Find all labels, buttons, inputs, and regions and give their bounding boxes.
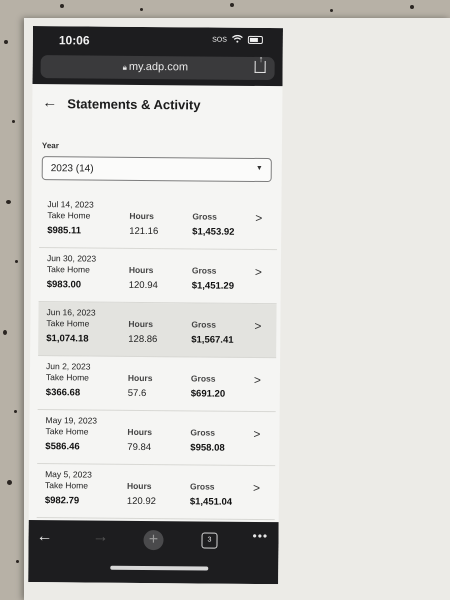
more-menu-icon[interactable]: ••• — [252, 528, 269, 544]
gross-amount: $1,567.41 — [191, 334, 234, 346]
hours-value: 120.92 — [126, 495, 156, 508]
gross-amount: $1,451.04 — [189, 496, 233, 508]
hours-label: Hours — [127, 426, 153, 438]
takehome-amount: $982.79 — [44, 495, 80, 507]
takehome-amount: $366.68 — [45, 387, 81, 399]
takehome-label: Take Home — [45, 426, 89, 437]
hours-value: 128.86 — [128, 333, 158, 346]
takehome-label: Take Home — [44, 480, 89, 491]
gross-amount: $1,453.92 — [192, 226, 235, 238]
hours-label: Hours — [128, 264, 154, 276]
statement-date: Jul 14, 2023 — [47, 199, 94, 210]
gross-label: Gross — [191, 319, 217, 330]
caret-down-icon: ▼ — [255, 164, 263, 173]
page-title: Statements & Activity — [67, 96, 201, 113]
page-header — [32, 94, 282, 122]
hours-value: 121.16 — [129, 225, 159, 238]
takehome-amount: $586.46 — [45, 441, 80, 453]
gross-amount: $1,451.29 — [191, 280, 235, 292]
hours-value: 120.94 — [128, 279, 158, 292]
hours-label: Hours — [126, 480, 152, 492]
year-select[interactable] — [42, 156, 272, 182]
gross-amount: $691.20 — [190, 388, 226, 400]
chevron-right-icon[interactable]: > — [254, 318, 262, 334]
gross-amount: $958.08 — [190, 442, 225, 454]
statement-row[interactable] — [38, 302, 276, 358]
status-icons — [212, 35, 263, 45]
new-tab-plus-icon[interactable]: + — [143, 530, 163, 550]
takehome-label: Take Home — [45, 372, 89, 383]
back-arrow-icon[interactable]: ← — [36, 528, 53, 546]
takehome-label: Take Home — [46, 318, 90, 329]
gross-label: Gross — [191, 265, 217, 276]
chevron-right-icon[interactable]: > — [255, 210, 263, 226]
battery-icon — [248, 36, 263, 44]
home-indicator — [110, 566, 208, 571]
statement-row[interactable] — [38, 356, 276, 412]
share-icon[interactable]: ↑ — [255, 61, 266, 73]
hours-value: 57.6 — [127, 387, 147, 400]
address-bar[interactable] — [41, 55, 275, 80]
statement-row[interactable] — [37, 464, 275, 520]
statements-list — [37, 194, 278, 520]
hours-label: Hours — [129, 210, 154, 222]
phone-screenshot — [28, 26, 283, 584]
sos-indicator: SOS — [212, 36, 227, 44]
forward-arrow-icon[interactable]: → — [92, 528, 109, 546]
chevron-right-icon[interactable]: > — [253, 372, 261, 388]
hours-label: Hours — [128, 318, 154, 330]
takehome-label: Take Home — [47, 210, 91, 221]
year-selected-value: 2023 (14) — [50, 163, 94, 175]
gross-label: Gross — [189, 481, 215, 492]
statement-date: May 5, 2023 — [45, 469, 92, 480]
url-text: my.adp.com — [128, 60, 189, 74]
takehome-amount: $1,074.18 — [46, 333, 89, 345]
browser-top-bar — [32, 26, 282, 86]
tabs-count-icon[interactable]: 3 — [201, 532, 217, 548]
arrow-left-icon[interactable]: ← — [42, 94, 58, 112]
takehome-label: Take Home — [46, 264, 90, 275]
year-label: Year — [41, 141, 59, 151]
hours-value: 79.84 — [127, 441, 152, 454]
chevron-right-icon[interactable]: > — [254, 264, 262, 280]
wifi-icon — [232, 35, 243, 45]
takehome-amount: $985.11 — [47, 225, 82, 237]
chevron-right-icon[interactable]: > — [253, 426, 261, 442]
takehome-amount: $983.00 — [46, 279, 82, 291]
statement-date: Jun 30, 2023 — [46, 253, 97, 264]
gross-label: Gross — [192, 211, 217, 222]
statement-date: Jun 2, 2023 — [45, 361, 91, 372]
statement-date: Jun 16, 2023 — [46, 307, 96, 318]
lock-icon: 🔒︎ — [122, 62, 127, 72]
statement-row[interactable] — [39, 194, 277, 250]
statement-date: May 19, 2023 — [45, 415, 98, 426]
browser-bottom-toolbar — [28, 520, 279, 584]
gross-label: Gross — [190, 373, 216, 384]
chevron-right-icon[interactable]: > — [252, 480, 261, 495]
hours-label: Hours — [127, 372, 153, 384]
statement-row[interactable] — [39, 248, 277, 304]
gross-label: Gross — [190, 427, 216, 438]
url-display — [123, 61, 188, 74]
status-time: 10:06 — [58, 33, 90, 48]
statement-row[interactable] — [37, 410, 275, 466]
